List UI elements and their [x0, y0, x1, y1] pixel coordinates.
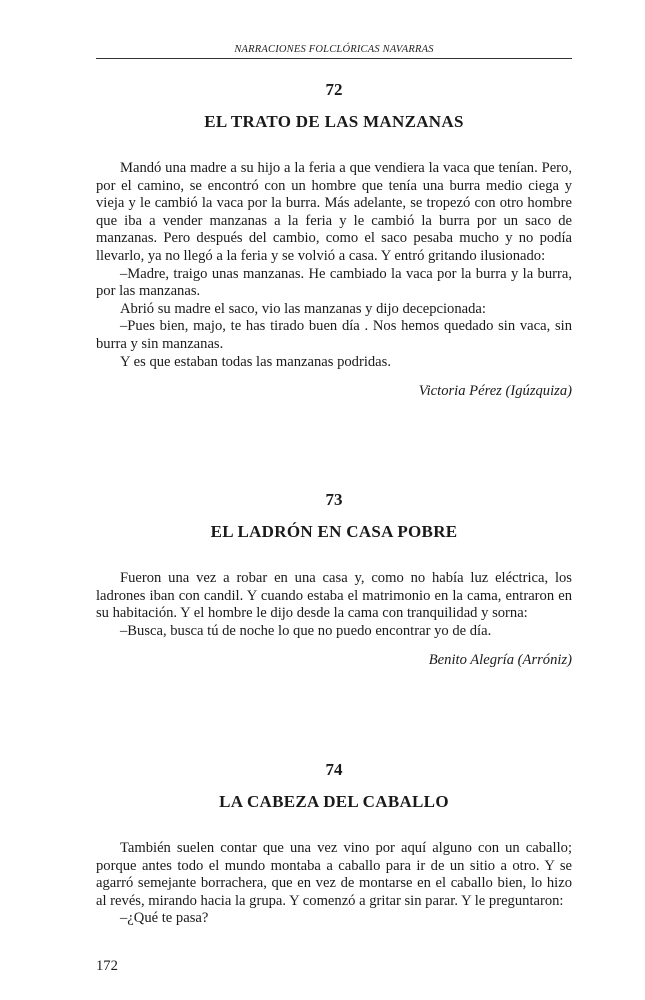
- story-body: [96, 570, 572, 640]
- paragraph: –Busca, busca tú de noche lo que no puedo encontrar yo de día.: [120, 622, 492, 639]
- paragraph: Y es que estaban todas las manzanas podridas.: [120, 353, 391, 370]
- story-body: [96, 840, 572, 928]
- attribution: Victoria Pérez (Igúzquiza): [418, 383, 572, 400]
- paragraph: Mandó una madre a su hijo a la feria a que vendiera la vaca que tenían. Pero, por el camino, se encontró con un hombre que tenía una burra medio ciega y vieja y le cambió la vaca por la burra. Más adelante, se tropezó con otro hombre que iba a vender manzanas a la feria y le cambió la burra por un saco de manzanas. Pero después del cambio, como el saco pesaba mucho y no podía llevarlo, ya no llegó a la feria y se volvió a casa. Y entró gritando ilusionado:: [96, 160, 572, 264]
- header-rule: [96, 58, 572, 59]
- story-title: EL TRATO DE LAS MANZANAS: [204, 112, 464, 131]
- paragraph: Fueron una vez a robar en una casa y, como no había luz eléctrica, los ladrones iban con candil. Y cuando estaba el matrimonio en la cama, entraron en su habitación. Y el hombre le dijo desde la cama con tranquilidad y sorna:: [96, 570, 572, 622]
- story-72: [96, 80, 572, 401]
- story-number: 74: [325, 760, 343, 779]
- story-number: 73: [325, 490, 343, 509]
- running-header: NARRACIONES FOLCLÓRICAS NAVARRAS: [234, 44, 434, 55]
- paragraph: –¿Qué te pasa?: [120, 910, 209, 927]
- page-number: 172: [96, 958, 118, 974]
- story-title: EL LADRÓN EN CASA POBRE: [210, 522, 458, 541]
- paragraph: También suelen contar que una vez vino por aquí alguno con un caballo; porque antes todo el mundo montaba a caballo para ir de un sitio a otro. Y se agarró semejante borrachera, que en vez de montarse en el caballo bien, lo hizo al revés, mirando hacia la grupa. Y comenzó a gritar sin parar. Y le preguntaron:: [96, 840, 572, 909]
- story-body: [96, 160, 572, 371]
- story-73: [96, 490, 572, 670]
- attribution: Benito Alegría (Arróniz): [428, 652, 572, 669]
- story-title: LA CABEZA DEL CABALLO: [219, 792, 449, 811]
- paragraph: Abrió su madre el saco, vio las manzanas y dijo decepcionada:: [120, 300, 486, 317]
- paragraph: –Madre, traigo unas manzanas. He cambiado la vaca por la burra y la burra, por las manzanas.: [96, 265, 572, 300]
- story-74: [96, 760, 572, 928]
- story-number: 72: [325, 80, 343, 99]
- paragraph: –Pues bien, majo, te has tirado buen día . Nos hemos quedado sin vaca, sin burra y sin manzanas.: [96, 318, 572, 352]
